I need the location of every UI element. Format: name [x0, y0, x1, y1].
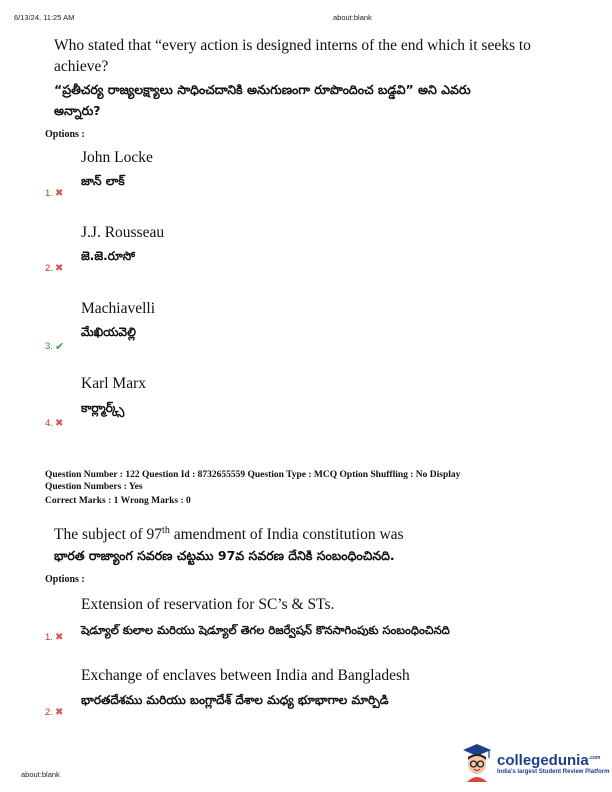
question-meta-line1: Question Number : 122 Question Id : 8732655559 Question Type : MCQ Option Shuffling : No Display [45, 470, 461, 480]
question-text-te-cont: అన్నారు? [54, 103, 101, 118]
brand-name-text: collegedunia [497, 751, 589, 769]
question-2-text-te: భారత రాజ్యాంగ సవరణ చట్టము 97వ సవరణ దేనికి సంబంధించినది. [54, 548, 395, 563]
print-datetime: 6/13/24, 11:25 AM [14, 13, 75, 22]
option-number: 2. [45, 263, 53, 274]
option-number: 4. [45, 418, 53, 429]
option-2-marker [45, 263, 63, 274]
q2-option-2-te: భారతదేశము మరియు బంగ్లాదేశ్ దేశాల మధ్య భూభాగాల మార్పిడి [81, 693, 389, 707]
cross-icon: ✖ [54, 707, 64, 718]
options-label: Options : [45, 129, 85, 140]
option-number: 3. [45, 341, 53, 352]
option-1-en: John Locke [81, 149, 153, 166]
superscript: th [162, 525, 170, 536]
print-page-title: about:blank [333, 13, 372, 22]
question-text-te: “ప్రతీచర్య రాజ్యలక్ష్యాలు సాధించదానికి అనుగుణంగా రూపొందించ బడ్డవి” అని ఎవరు [54, 82, 471, 97]
student-mascot-icon [461, 742, 493, 782]
question-text-en: Who stated that “every action is designed interns of the end which it seeks to achieve? [54, 37, 531, 75]
cross-icon: ✖ [54, 632, 64, 643]
option-number: 1. [45, 632, 53, 643]
option-number: 2. [45, 707, 53, 718]
print-footer-url: about:blank [21, 770, 60, 779]
option-4-marker [45, 418, 63, 429]
option-4-en: Karl Marx [81, 375, 146, 392]
option-3-te: మేఖియవెల్లి [81, 325, 136, 339]
check-icon: ✔ [54, 341, 65, 353]
brand-name [497, 750, 609, 769]
q2-option-2-marker [45, 707, 63, 718]
cross-icon: ✖ [54, 188, 64, 199]
q2-option-1-marker [45, 632, 63, 643]
cross-icon: ✖ [54, 263, 64, 274]
q2-option-2-en: Exchange of enclaves between India and Bangladesh [81, 667, 410, 684]
text-part: The subject of 97 [54, 526, 163, 544]
q2-option-1-te: షెడ్యూల్ కులాల మరియు షెడ్యూల్ తెగల రిజర్వేషన్ కొనసాగింపుకు సంబంధించినది [81, 623, 450, 637]
option-4-te: కార్ల్మార్క్స్ [81, 401, 125, 415]
collegedunia-logo [461, 742, 609, 782]
option-number: 1. [45, 188, 53, 199]
option-3-en: Machiavelli [81, 300, 156, 317]
option-1-te: జాన్ లాక్ [81, 174, 125, 188]
options-label-2: Options : [45, 574, 85, 585]
option-2-en: J.J. Rousseau [81, 224, 165, 241]
brand-tagline: India's largest Student Review Platform [497, 768, 610, 775]
question-marks: Correct Marks : 1 Wrong Marks : 0 [45, 496, 191, 506]
brand-suffix: .com [588, 754, 601, 761]
option-3-marker [45, 340, 64, 353]
cross-icon: ✖ [54, 418, 64, 429]
option-2-te: జె.జె.రూసో [81, 249, 136, 263]
option-1-marker [45, 188, 63, 199]
question-2-text-en [54, 520, 404, 545]
question-meta-line2: Question Numbers : Yes [45, 482, 143, 492]
q2-option-1-en: Extension of reservation for SC’s & STs. [81, 596, 335, 613]
text-part: amendment of India constitution was [169, 526, 404, 544]
